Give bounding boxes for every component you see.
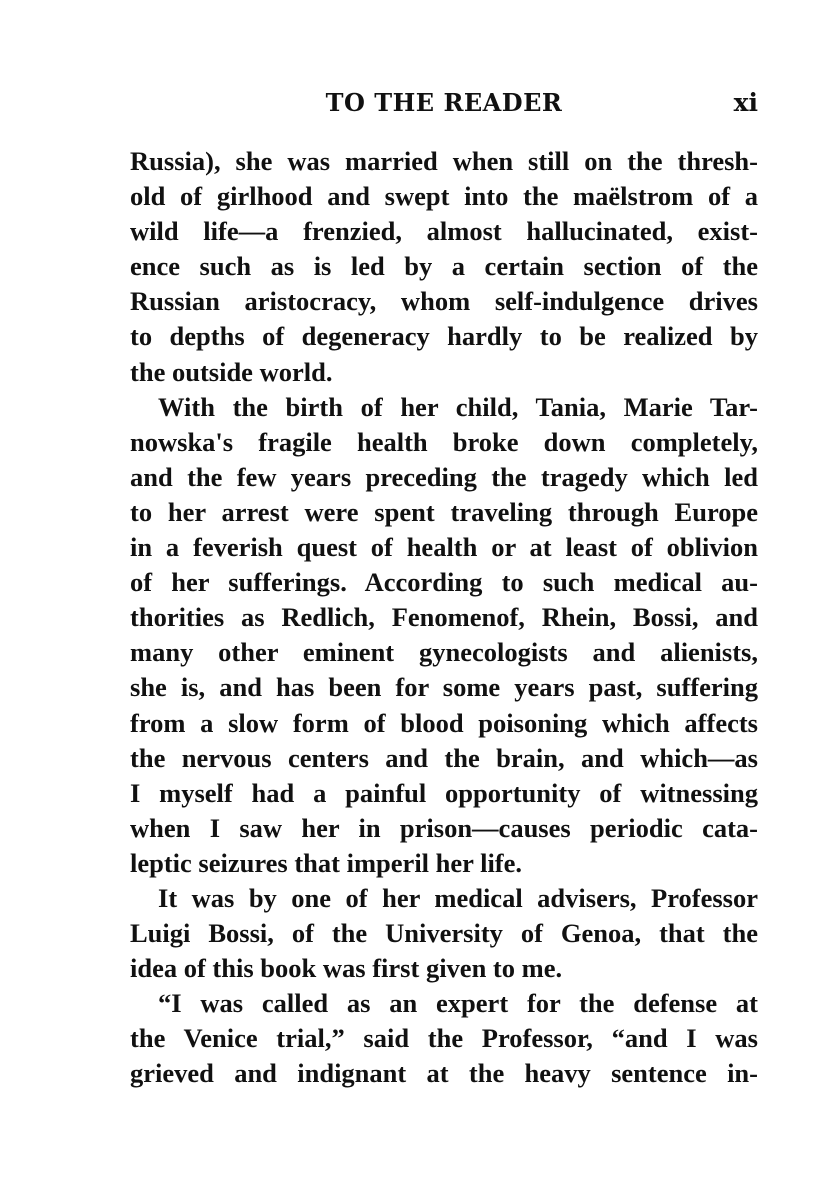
text-line: the outside world. bbox=[130, 356, 333, 387]
text-line: grieved and indignant at the heavy sentence in- bbox=[130, 1058, 758, 1089]
text-line: the nervous centers and the brain, and which—as bbox=[130, 742, 758, 773]
text-line: With the birth of her child, Tania, Marie Tar- bbox=[158, 391, 758, 422]
text-line: many other eminent gynecologists and alienists, bbox=[130, 637, 758, 668]
text-line: of her sufferings. According to such medical au- bbox=[130, 567, 758, 598]
text-line: “I was called as an expert for the defense at bbox=[158, 988, 758, 1019]
text-line: when I saw her in prison—causes periodic cata- bbox=[130, 812, 758, 843]
text-line: Russia), she was married when still on the thresh- bbox=[130, 146, 758, 176]
text-line: nowska's fragile health broke down completely, bbox=[130, 426, 758, 457]
text-line: I myself had a painful opportunity of witnessing bbox=[130, 777, 758, 808]
text-line: in a feverish quest of health or at least of oblivion bbox=[130, 532, 758, 563]
text-line: Luigi Bossi, of the University of Genoa, that the bbox=[130, 918, 758, 949]
text-line: ence such as is led by a certain section of the bbox=[130, 251, 758, 282]
text-line: the Venice trial,” said the Professor, “and I was bbox=[130, 1023, 758, 1054]
paragraph bbox=[130, 881, 758, 986]
paragraph-continuation bbox=[130, 144, 758, 390]
page-number: xi bbox=[733, 88, 758, 117]
text-line: to depths of degeneracy hardly to be realized by bbox=[130, 321, 758, 352]
paragraph bbox=[130, 390, 758, 881]
text-line: to her arrest were spent traveling through Europe bbox=[130, 496, 758, 527]
text-line: old of girlhood and swept into the maëlstrom of a bbox=[130, 181, 758, 212]
text-line: she is, and has been for some years past, suffering bbox=[130, 672, 758, 703]
running-head bbox=[130, 88, 758, 128]
running-title: TO THE READER bbox=[325, 88, 563, 117]
text-line: and the few years preceding the tragedy which led bbox=[130, 461, 758, 492]
text-line: from a slow form of blood poisoning which affects bbox=[130, 707, 758, 738]
text-line: wild life—a frenzied, almost hallucinated, exist- bbox=[130, 216, 758, 247]
text-line: idea of this book was first given to me. bbox=[130, 953, 563, 984]
text-line: It was by one of her medical advisers, Professor bbox=[158, 882, 758, 913]
text-line: leptic seizures that imperil her life. bbox=[130, 847, 523, 878]
body-text bbox=[130, 144, 758, 1092]
text-line: thorities as Redlich, Fenomenof, Rhein, Bossi, and bbox=[130, 602, 758, 633]
text-line: Russian aristocracy, whom self-indulgence drives bbox=[130, 286, 758, 317]
paragraph bbox=[130, 986, 758, 1091]
